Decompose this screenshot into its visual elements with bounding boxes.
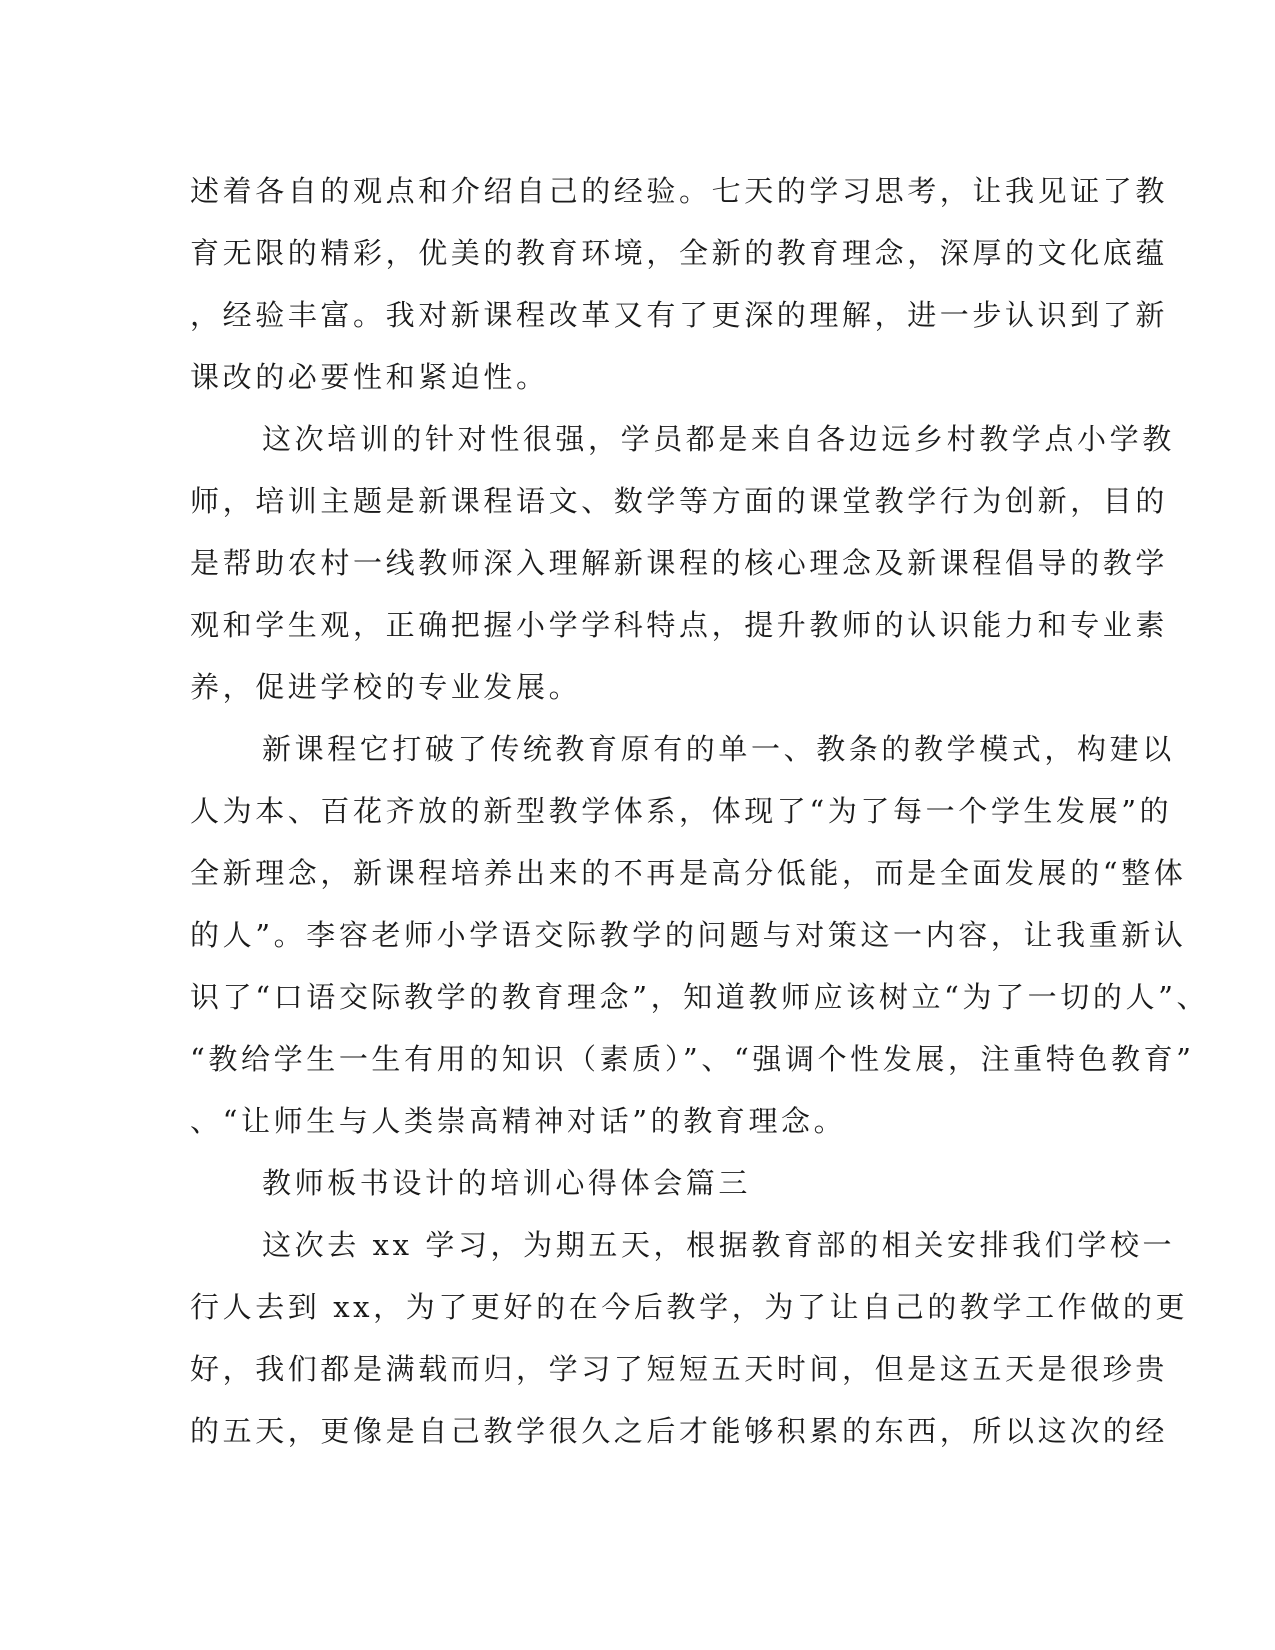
- text-line-13: 的人”。李容老师小学语交际教学的问题与对策这一内容，让我重新认: [190, 918, 1187, 952]
- text-line-4: 课改的必要性和紧迫性。: [190, 360, 549, 394]
- text-line-19: 行人去到 xx，为了更好的在今后教学，为了让自己的教学工作做的更: [190, 1290, 1189, 1324]
- text-line-16: 、“让师生与人类崇高精神对话”的教育理念。: [190, 1104, 847, 1138]
- text-line-8: 观和学生观，正确把握小学学科特点，提升教师的认识能力和专业素: [190, 608, 1169, 642]
- text-line-15: “教给学生一生有用的知识（素质）”、“强调个性发展，注重特色教育”: [190, 1042, 1195, 1076]
- text-line-11: 人为本、百花齐放的新型教学体系，体现了“为了每一个学生发展”的: [190, 794, 1173, 828]
- text-line-10: 新课程它打破了传统教育原有的单一、教条的教学模式，构建以: [262, 732, 1175, 766]
- text-line-2: 育无限的精彩，优美的教育环境，全新的教育理念，深厚的文化底蕴: [190, 236, 1169, 270]
- text-line-21: 的五天，更像是自己教学很久之后才能够积累的东西，所以这次的经: [190, 1414, 1169, 1448]
- section-heading: 教师板书设计的培训心得体会篇三: [262, 1166, 752, 1200]
- text-line-6: 师，培训主题是新课程语文、数学等方面的课堂教学行为创新，目的: [190, 484, 1169, 518]
- text-line-20: 好，我们都是满载而归，学习了短短五天时间，但是这五天是很珍贵: [190, 1352, 1169, 1386]
- text-line-18: 这次去 xx 学习，为期五天，根据教育部的相关安排我们学校一: [262, 1228, 1176, 1262]
- text-line-14: 识了“口语交际教学的教育理念”，知道教师应该树立“为了一切的人”、: [190, 980, 1210, 1014]
- text-line-1: 述着各自的观点和介绍自己的经验。七天的学习思考，让我见证了教: [190, 174, 1169, 208]
- text-line-5: 这次培训的针对性很强，学员都是来自各边远乡村教学点小学教: [262, 422, 1175, 456]
- document-body: [190, 160, 1210, 1462]
- text-line-9: 养，促进学校的专业发展。: [190, 670, 582, 704]
- text-line-7: 是帮助农村一线教师深入理解新课程的核心理念及新课程倡导的教学: [190, 546, 1169, 580]
- text-line-12: 全新理念，新课程培养出来的不再是高分低能，而是全面发展的“整体: [190, 856, 1187, 890]
- text-line-3: ，经验丰富。我对新课程改革又有了更深的理解，进一步认识到了新: [190, 298, 1169, 332]
